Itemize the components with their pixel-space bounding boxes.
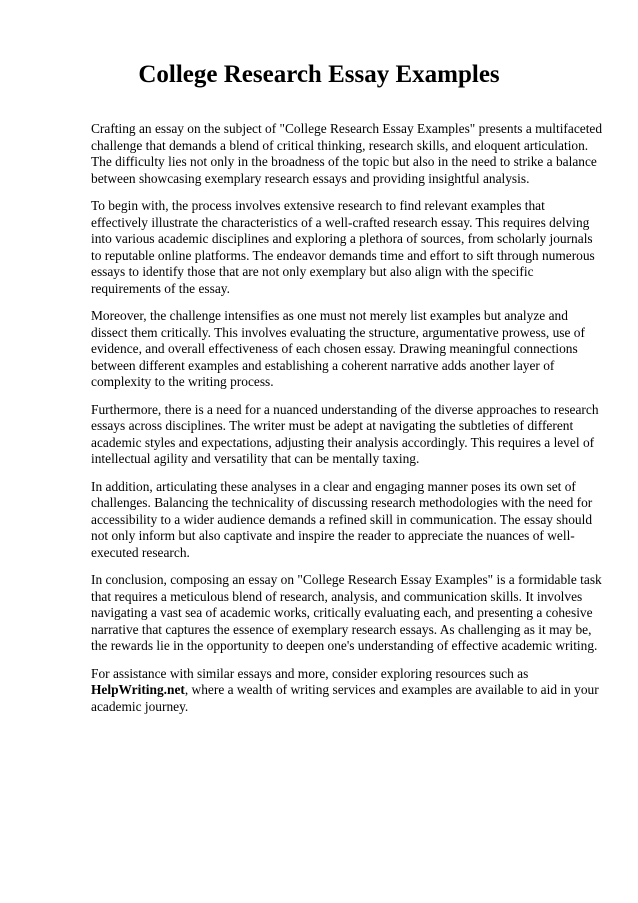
paragraph-articulation: In addition, articulating these analyses in a clear and engaging manner poses its own set of challenges. Balancing the technicality of discussing research methodologies with the need for accessibility to a wider audience demands a refined skill in communication. The essay should not only inform but also captivate and inspire the reader to appreciate the nuances of well-executed research.	[91, 478, 593, 560]
document-body	[91, 121, 605, 726]
paragraph-analysis: Moreover, the challenge intensifies as one must not merely list examples but analyze and dissect them critically. This involves evaluating the structure, argumentative prowess, use of evidence, and overall effectiveness of each chosen essay. Drawing meaningful connections between different examples and establishing a coherent narrative adds another layer of complexity to the writing process.	[91, 308, 585, 389]
paragraph-closing	[91, 666, 605, 716]
closing-text-after: , where a wealth of writing services and examples are available to aid in your academic journey.	[91, 682, 599, 714]
paragraph-disciplines: Furthermore, there is a need for a nuanced understanding of the diverse approaches to research essays across disciplines. The writer must be adept at navigating the subtleties of different academic styles and expectations, adjusting their analysis accordingly. This requires a level of intellectual agility and versatility that can be mentally taxing.	[91, 401, 599, 466]
helpwriting-link[interactable]: HelpWriting.net	[91, 682, 185, 697]
closing-text-before: For assistance with similar essays and more, consider exploring resources such as	[91, 665, 529, 681]
paragraph-conclusion: In conclusion, composing an essay on "College Research Essay Examples" is a formidable task that requires a meticulous blend of research, analysis, and communication skills. It involves navigating a vast sea of academic works, critically evaluating each, and presenting a cohesive narrative that captures the essence of exemplary research essays. As challenging as it may be, the rewards lie in the opportunity to deepen one's understanding of effective academic writing.	[91, 572, 602, 653]
paragraph-intro: Crafting an essay on the subject of "College Research Essay Examples" presents a multifaceted challenge that demands a blend of critical thinking, research skills, and eloquent articulation. The difficulty lies not only in the broadness of the topic but also in the need to strike a balance between showcasing exemplary research essays and providing insightful analysis.	[91, 121, 603, 186]
page-title: College Research Essay Examples	[138, 61, 500, 88]
paragraph-research: To begin with, the process involves extensive research to find relevant examples that effectively illustrate the characteristics of a well-crafted research essay. This requires delving into various academic disciplines and exploring a plethora of sources, from scholarly journals to reputable online platforms. The endeavor demands time and effort to sift through numerous essays to identify those that are not only exemplary but also align with the specific requirements of the essay.	[91, 198, 595, 296]
